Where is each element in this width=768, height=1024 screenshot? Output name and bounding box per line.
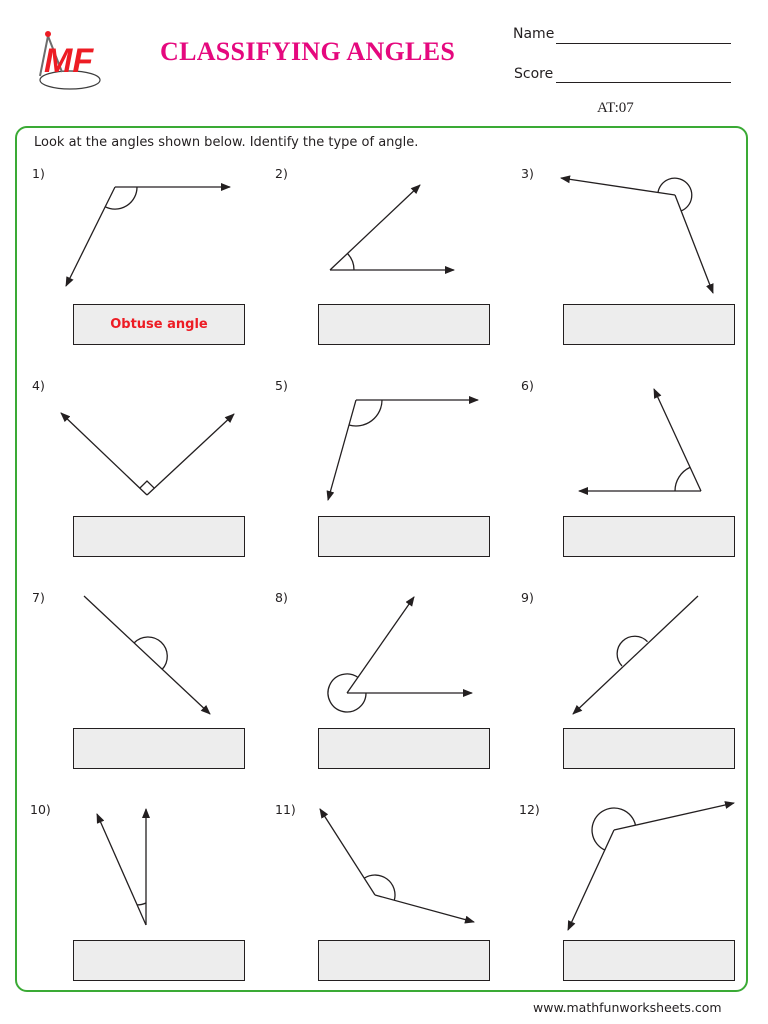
page-title: CLASSIFYING ANGLES — [160, 37, 456, 66]
problem-number-10: 10) — [30, 802, 51, 817]
problem-number-4: 4) — [32, 378, 45, 393]
angle-figure-5 — [328, 400, 478, 500]
footer-url[interactable]: www.mathfunworksheets.com — [533, 1000, 722, 1015]
answer-box-8[interactable] — [318, 728, 490, 769]
answer-box-10[interactable] — [73, 940, 245, 981]
angle-figure-10 — [97, 809, 146, 925]
problem-number-6: 6) — [521, 378, 534, 393]
angle-figure-2 — [330, 185, 454, 270]
answer-box-2[interactable] — [318, 304, 490, 345]
answer-box-9[interactable] — [563, 728, 735, 769]
problem-number-11: 11) — [275, 802, 296, 817]
angle-figure-3 — [561, 178, 713, 293]
answer-box-12[interactable] — [563, 940, 735, 981]
angle-figure-12 — [568, 803, 734, 930]
answer-box-6[interactable] — [563, 516, 735, 557]
answer-box-3[interactable] — [563, 304, 735, 345]
angle-figure-11 — [320, 809, 474, 922]
name-label: Name — [513, 26, 555, 42]
answer-box-11[interactable] — [318, 940, 490, 981]
problem-number-5: 5) — [275, 378, 288, 393]
answer-box-1[interactable]: Obtuse angle — [73, 304, 245, 345]
problem-number-8: 8) — [275, 590, 288, 605]
angle-figure-1 — [66, 187, 230, 286]
logo-text: MF — [44, 42, 94, 80]
problem-number-9: 9) — [521, 590, 534, 605]
answer-box-5[interactable] — [318, 516, 490, 557]
answer-box-4[interactable] — [73, 516, 245, 557]
instruction-text: Look at the angles shown below. Identify the type of angle. — [34, 135, 419, 150]
worksheet-code: AT:07 — [597, 100, 634, 116]
answer-box-7[interactable] — [73, 728, 245, 769]
problem-number-7: 7) — [32, 590, 45, 605]
problem-number-2: 2) — [275, 166, 288, 181]
angle-figure-7 — [84, 596, 210, 714]
angle-figure-9 — [573, 596, 698, 714]
problem-number-1: 1) — [32, 166, 45, 181]
problem-number-3: 3) — [521, 166, 534, 181]
angle-figure-6 — [579, 389, 701, 491]
angle-figure-8 — [328, 597, 472, 712]
problem-number-12: 12) — [519, 802, 540, 817]
score-label: Score — [514, 66, 554, 82]
angle-figure-4 — [61, 413, 234, 495]
